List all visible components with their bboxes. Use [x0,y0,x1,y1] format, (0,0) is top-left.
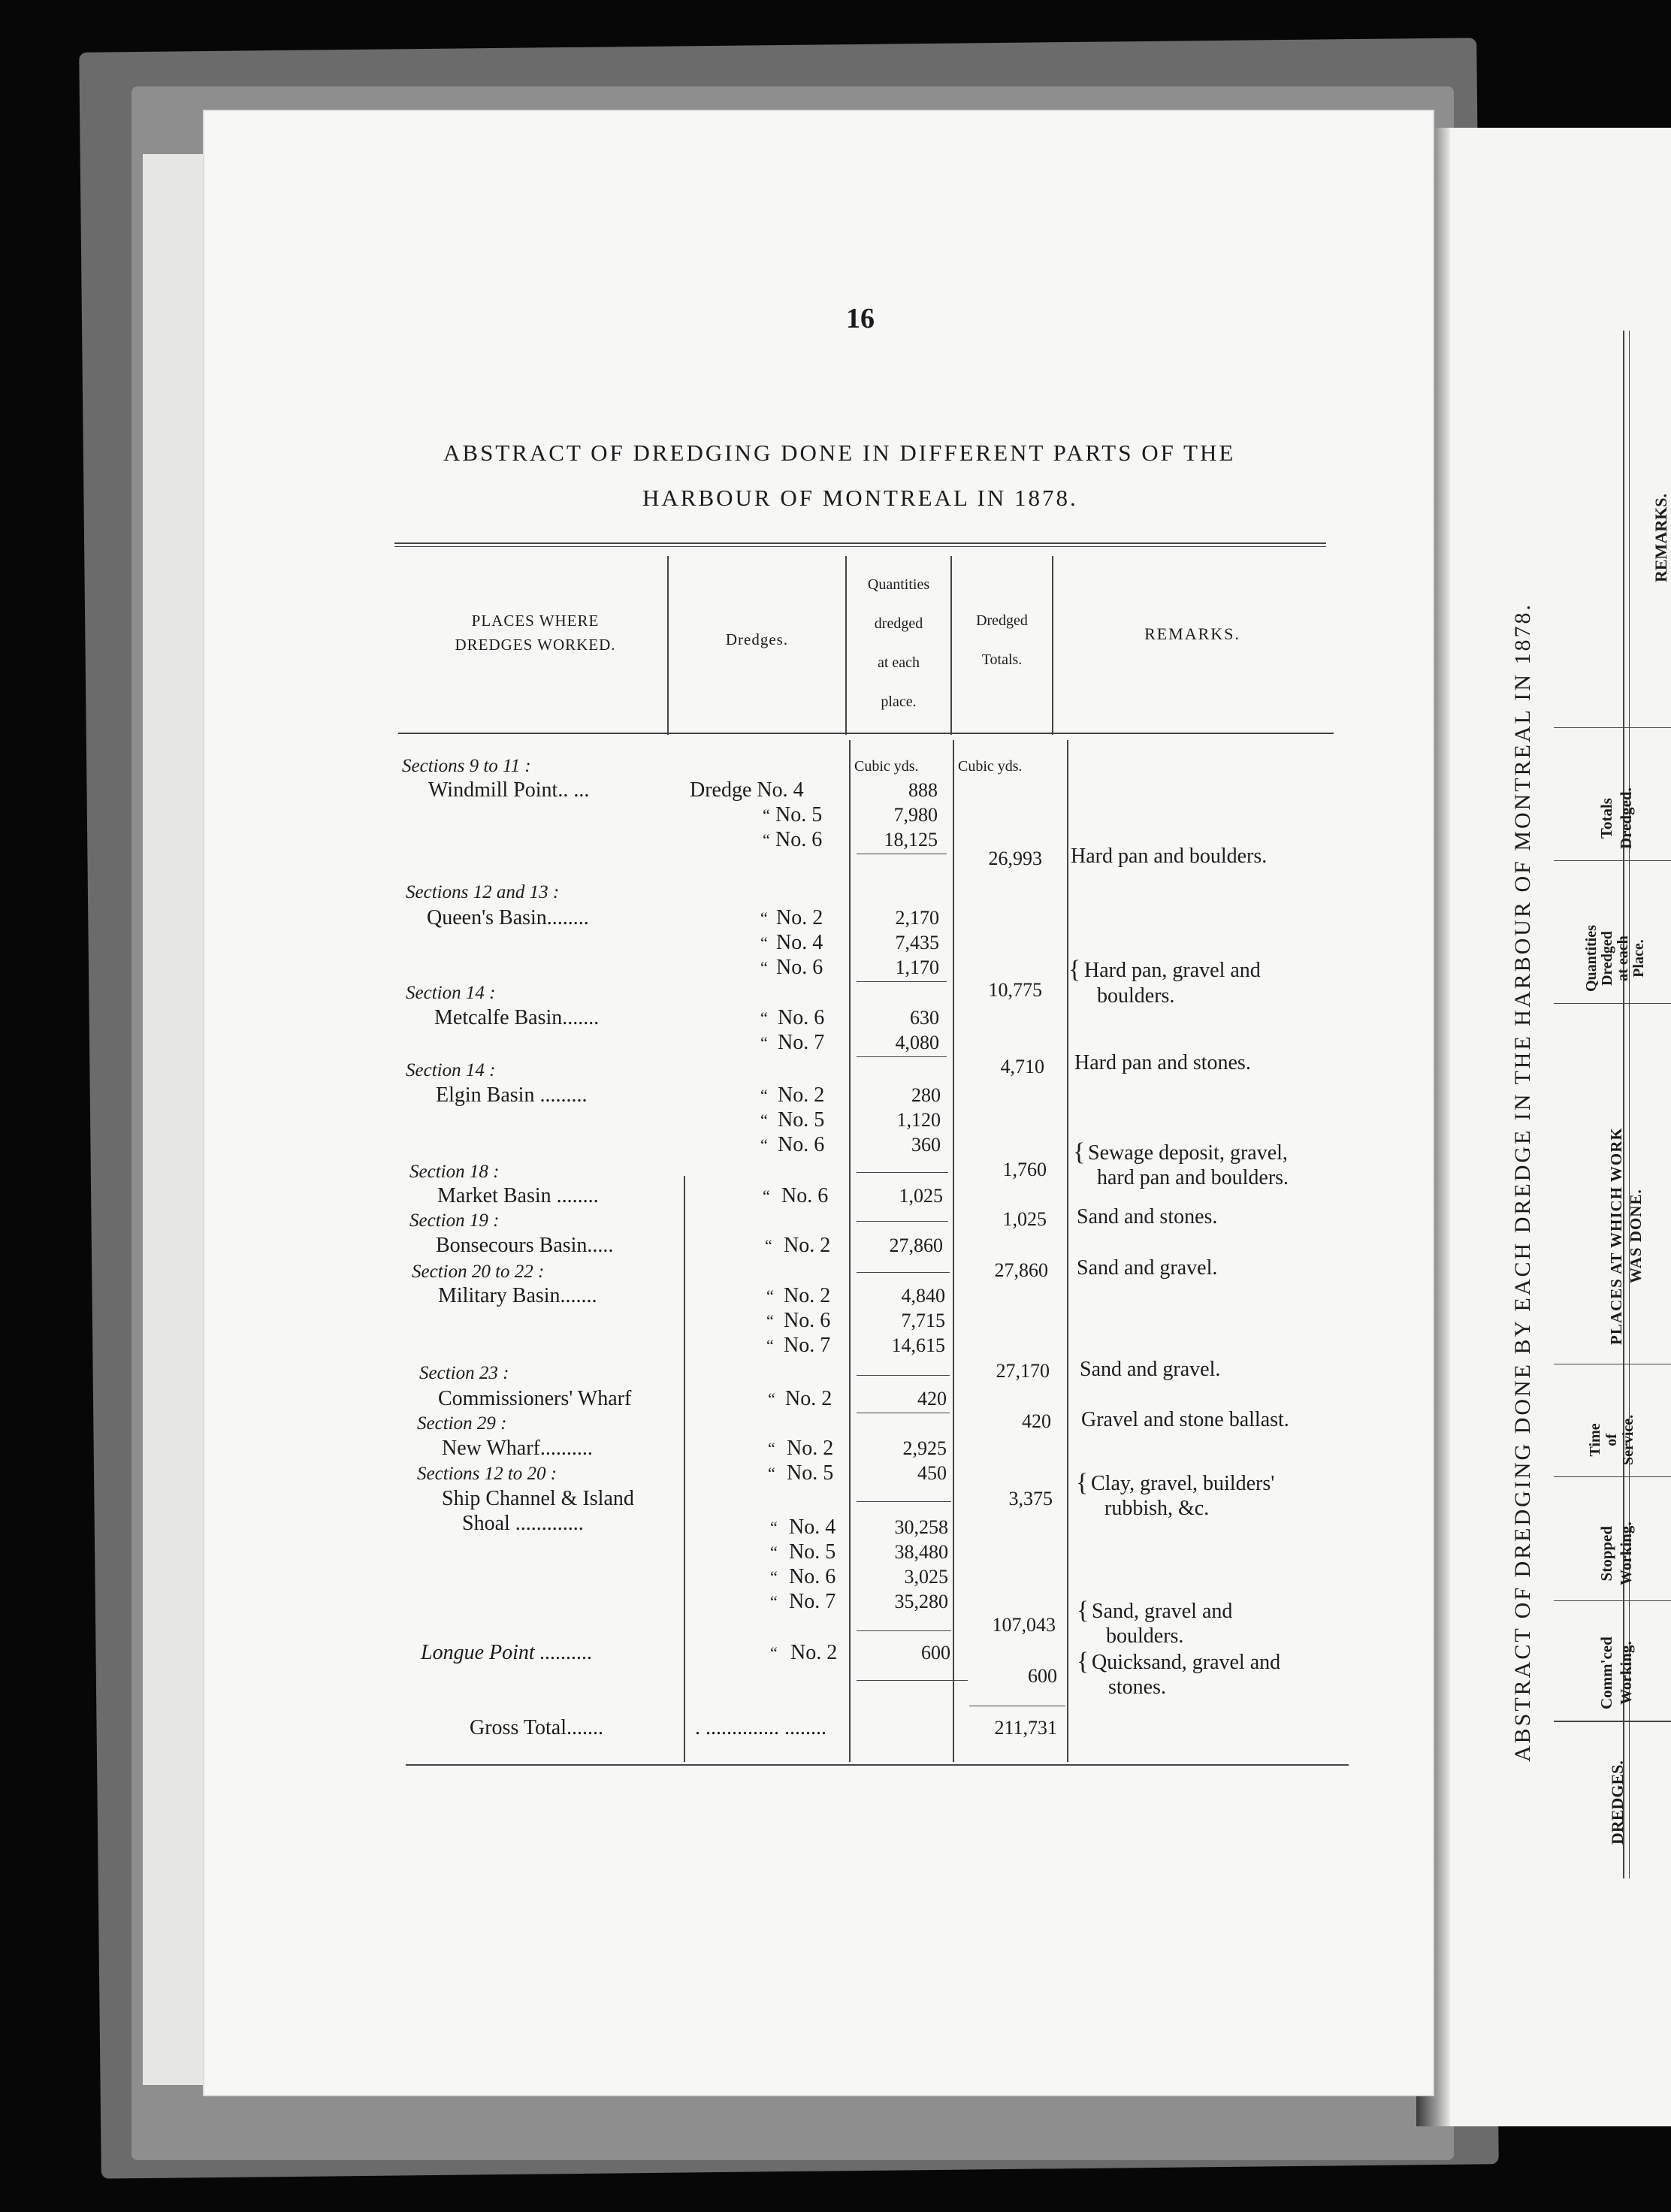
header-places [406,609,665,657]
section-label: Sections 12 to 20 : [417,1464,558,1484]
facing-col-time-line-2: of [1603,1434,1620,1446]
ditto-mark: “ [768,1389,775,1408]
place-name: Bonsecours Basin..... [436,1234,614,1257]
dredged-total: 600 [1028,1665,1057,1687]
dredge-number: No. 2 [784,1284,831,1307]
section-label: Section 20 to 22 : [412,1262,545,1282]
ditto-mark: “ [760,1111,768,1129]
ditto-mark: “ [763,1186,770,1205]
remark-text: hard pan and boulders. [1097,1166,1289,1189]
quantity-value: 600 [921,1642,950,1664]
facing-col-time-line-3: Service. [1620,1414,1636,1465]
section-label: Section 23 : [419,1363,509,1383]
dredge-number: No. 5 [789,1540,836,1564]
dredged-total: 420 [1022,1410,1051,1432]
header-bottom-rule [398,733,1334,734]
facing-col-time [1587,1415,1636,1465]
place-name: Queen's Basin........ [427,906,589,929]
dredge-number: No. 6 [775,828,823,851]
section-label: Section 29 : [417,1413,507,1434]
dredged-total: 1,760 [1002,1159,1047,1180]
header-remarks: REMARKS. [1144,624,1240,643]
dredge-number: No. 2 [778,1083,825,1107]
unit-tot: Cubic yds. [958,758,1023,775]
dredge-label: Dredge No. 4 [690,778,804,802]
facing-col-stopped-line-1: Stopped [1597,1525,1615,1582]
facing-col-commenced-line-2: Working. [1617,1641,1635,1705]
header-places-line-1: PLACES WHERE [471,612,600,630]
dredge-number: No. 4 [789,1515,836,1539]
facing-col-quantities-line-1: Quantities [1583,925,1600,992]
quantity-value: 888 [908,779,938,801]
ditto-mark: “ [760,1086,768,1104]
facing-col-commenced-line-1: Comm'ced [1597,1636,1615,1709]
body-divider-places [684,1176,685,1762]
brace-icon: { [1068,956,1081,984]
header-quantities-line-3: at each [877,654,920,671]
section-label: Section 18 : [409,1162,500,1182]
remark-text: Hard pan and stones. [1074,1051,1251,1074]
remark-text: Sand and gravel. [1077,1256,1218,1280]
header-totals-line-2: Totals. [981,651,1023,668]
ditto-mark: “ [770,1518,778,1537]
quantity-value: 38,480 [894,1541,948,1563]
header-dredges: Dredges. [725,630,789,648]
quantity-value: 450 [917,1462,947,1484]
header-quantities-line-1: Quantities [867,576,930,593]
dredged-total: 4,710 [1000,1056,1044,1077]
dredged-total: 27,860 [994,1259,1048,1281]
facing-col-remarks: REMARKS. [1651,494,1670,582]
remark-text: Sewage deposit, gravel, [1088,1141,1288,1165]
ditto-mark: “ [760,1135,768,1154]
dredge-number: No. 7 [789,1590,836,1613]
header-totals-line-1: Dredged [976,612,1028,629]
ditto-mark: “ [766,1336,774,1355]
remark-text: boulders. [1106,1624,1184,1648]
place-name: Market Basin ........ [437,1184,599,1207]
facing-col-dredges: DREDGES. [1608,1760,1627,1845]
ditto-mark: “ [768,1439,775,1458]
section-label: Sections 9 to 11 : [402,756,531,776]
facing-row-rule [1554,860,1671,861]
header-places-line-2: DREDGES WORKED. [455,636,616,654]
remark-text: Gravel and stone ballast. [1081,1408,1289,1431]
place-name: Commissioners' Wharf [438,1387,632,1410]
ditto-mark: “ [770,1592,778,1611]
dredged-total: 26,993 [988,848,1042,869]
remark-text: Clay, gravel, builders' [1091,1472,1275,1495]
sum-rule [857,981,947,982]
quantity-value: 280 [911,1084,941,1106]
quantity-value: 1,120 [896,1109,941,1131]
facing-col-quantities-line-3: at each [1615,935,1631,981]
place-name: Windmill Point.. ... [428,778,590,802]
quantity-value: 7,715 [901,1310,945,1331]
remark-text: Quicksand, gravel and [1092,1651,1281,1674]
facing-col-places-line-1: PLACES AT WHICH WORK [1607,1127,1625,1345]
page-title-line-2: HARBOUR OF MONTREAL IN 1878. [642,485,1078,511]
section-label: Section 14 : [406,1060,496,1080]
table-bottom-rule [406,1764,1349,1766]
facing-col-stopped-line-2: Working. [1617,1522,1635,1585]
dredge-number: No. 7 [784,1334,831,1357]
facing-row-rule [1554,1476,1671,1477]
dredge-number: No. 6 [778,1133,825,1156]
quantity-value: 1,025 [899,1185,943,1207]
facing-col-places [1606,1127,1645,1345]
header-quantities [847,565,950,721]
remark-text: Sand and gravel. [1080,1358,1221,1381]
facing-col-stopped [1597,1522,1636,1585]
page-title-line-1: ABSTRACT OF DREDGING DONE IN DIFFERENT PARTS OF THE [443,440,1236,466]
ditto-mark: “ [760,933,768,952]
remark-text: Sand and stones. [1077,1205,1218,1228]
ditto-mark: “ [766,1311,774,1330]
quantity-value: 360 [911,1134,941,1156]
dredge-number: No. 7 [778,1031,825,1054]
table-top-rule [394,542,1326,544]
place-name: Elgin Basin ......... [436,1083,588,1107]
place-name: Metcalfe Basin....... [434,1006,600,1029]
dredged-total: 10,775 [988,979,1042,1001]
dredged-total: 1,025 [1002,1208,1047,1230]
dredged-total: 107,043 [992,1614,1056,1636]
facing-col-quantities-line-4: Place. [1630,939,1647,978]
dredge-number: No. 2 [785,1387,832,1410]
dredge-number: No. 4 [776,931,823,954]
place-name: Ship Channel & Island [442,1487,634,1510]
quantity-value: 7,980 [893,804,938,826]
unit-qty: Cubic yds. [854,758,919,775]
ditto-mark: “ [763,805,770,824]
dredge-number: No. 6 [784,1309,831,1332]
dredge-number: No. 2 [776,906,823,929]
dredged-total: 27,170 [996,1360,1050,1382]
remark-text: Hard pan and boulders. [1071,845,1268,868]
gross-total-value: 211,731 [994,1717,1057,1739]
quantity-value: 1,170 [895,956,939,978]
brace-icon: { [1077,1648,1089,1676]
section-label: Section 14 : [406,983,496,1003]
facing-row-rule [1554,1600,1671,1601]
section-label: Sections 12 and 13 : [406,882,560,902]
brace-icon: { [1076,1469,1089,1497]
sum-rule [857,1172,948,1173]
ditto-mark: “ [770,1567,778,1586]
sum-rule [857,1375,950,1376]
dredge-number: No. 6 [778,1006,825,1029]
quantity-value: 4,080 [895,1032,939,1053]
ditto-mark: “ [760,908,768,927]
brace-icon: { [1077,1597,1089,1624]
body-divider-remarks [1067,740,1068,1762]
quantity-value: 18,125 [884,829,938,851]
quantity-value: 3,025 [904,1566,948,1588]
dredge-number: No. 2 [787,1437,834,1460]
remark-text: boulders. [1097,984,1175,1008]
facing-col-time-line-1: Time [1587,1423,1603,1457]
quantity-value: 630 [910,1007,939,1029]
facing-col-places-line-2: WAS DONE. [1627,1189,1645,1283]
brace-icon: { [1073,1138,1086,1166]
page-number: 16 [846,303,875,334]
quantity-value: 30,258 [894,1516,948,1538]
ditto-mark: “ [768,1464,775,1482]
place-name: Longue Point .......... [421,1641,593,1664]
place-name: Military Basin....... [438,1284,597,1307]
facing-row-rule [1554,1003,1671,1004]
dredge-number: No. 2 [784,1234,831,1257]
remark-text: Sand, gravel and [1092,1600,1233,1623]
ditto-mark: “ [766,1286,774,1305]
ditto-mark: “ [770,1543,778,1561]
facing-col-totals-line-1: Totals [1597,798,1615,839]
quantity-value: 420 [917,1388,947,1410]
section-label: Section 19 : [409,1210,500,1231]
sum-rule [857,1221,948,1222]
facing-row-rule [1554,1721,1671,1722]
quantity-value: 27,860 [889,1234,943,1256]
ditto-mark: “ [760,1008,768,1027]
sum-rule [857,1680,968,1681]
gross-total-label: Gross Total....... [470,1716,603,1739]
place-name: New Wharf.......... [442,1437,593,1460]
remark-text: rubbish, &c. [1104,1497,1210,1520]
facing-col-totals [1597,787,1636,849]
sum-rule [857,1630,951,1631]
sum-rule [857,1056,947,1057]
ditto-mark: “ [765,1236,772,1255]
ditto-mark: “ [763,830,770,849]
remark-text: stones. [1108,1676,1166,1699]
dredge-number: No. 6 [789,1565,836,1588]
ditto-mark: “ [770,1643,778,1662]
facing-row-rule [1554,727,1671,728]
facing-col-quantities [1584,925,1647,992]
dredged-total: 3,375 [1008,1488,1053,1509]
quantity-value: 14,615 [891,1334,945,1356]
header-quantities-line-2: dredged [874,615,923,632]
facing-col-totals-line-2: Dredged. [1617,787,1635,849]
dredge-number: No. 5 [778,1108,825,1132]
table-top-rule-2 [394,546,1326,547]
sum-rule [857,1501,951,1502]
dredge-number: No. 2 [790,1641,838,1664]
facing-col-quantities-line-2: Dredged [1599,931,1615,987]
quantity-value: 2,925 [902,1437,947,1459]
body-divider-tot [953,740,954,1762]
ditto-mark: “ [760,958,768,977]
dredge-number: No. 5 [787,1461,834,1485]
quantity-value: 2,170 [895,907,939,929]
ditto-mark: “ [760,1033,768,1052]
facing-page-title: ABSTRACT OF DREDGING DONE BY EACH DREDGE IN THE HARBOUR OF MONTREAL IN 1878. [1510,602,1535,1762]
sum-rule [857,1272,950,1273]
dredge-number: No. 5 [775,803,823,826]
facing-col-commenced [1597,1636,1636,1709]
quantity-value: 35,280 [894,1591,948,1612]
body-divider-qty [849,740,851,1762]
header-quantities-line-4: place. [881,694,917,710]
header-totals [952,601,1052,679]
gross-total-leader: . .............. ........ [695,1716,826,1739]
quantity-value: 4,840 [901,1285,945,1307]
dredge-number: No. 6 [781,1184,829,1207]
place-name-cont: Shoal ............. [462,1512,584,1535]
quantity-value: 7,435 [895,932,939,953]
dredge-number: No. 6 [776,956,823,979]
remark-text: Hard pan, gravel and [1084,959,1261,982]
